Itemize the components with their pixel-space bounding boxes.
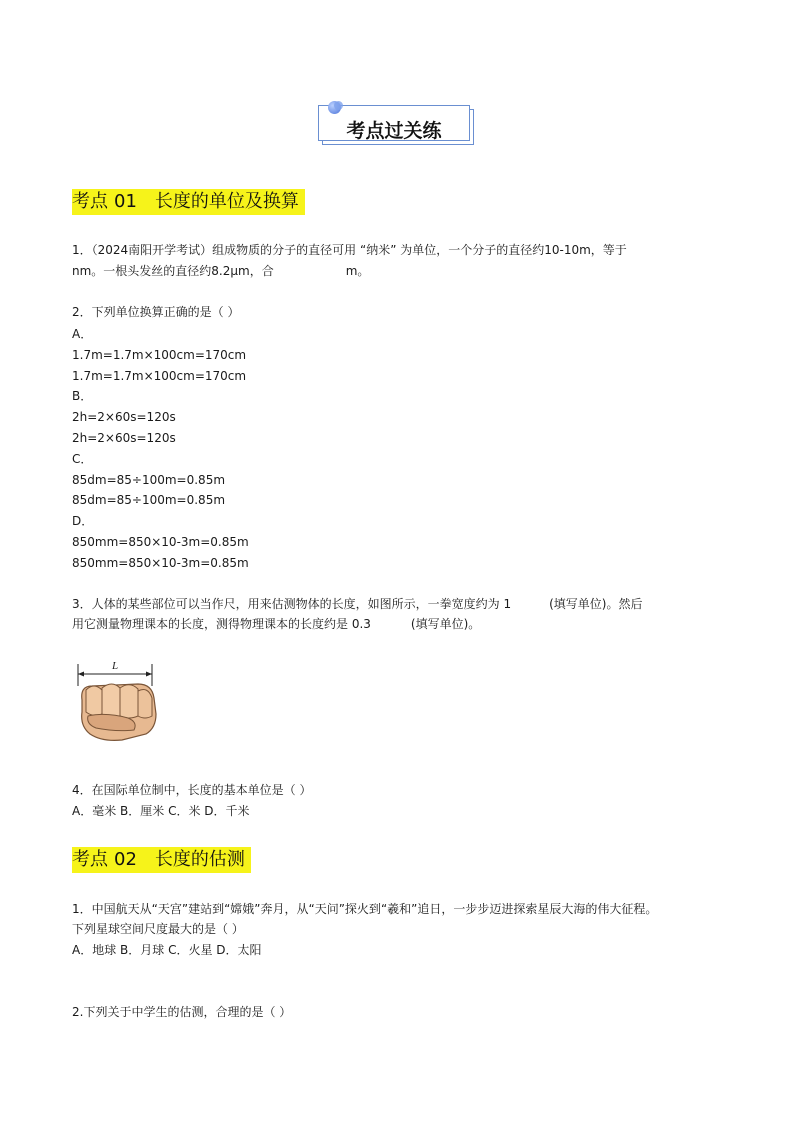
option-line: D．	[72, 514, 94, 528]
section-heading-01	[72, 189, 305, 215]
s2-question-1-line-2: 下列星球空间尺度最大的是（ ）	[72, 922, 244, 936]
banner-title: 考点过关练	[346, 120, 442, 142]
option-line: 2h=2×60s=120s	[72, 410, 176, 424]
finger-2-icon	[102, 684, 120, 718]
dimension-label: L	[111, 660, 119, 672]
section-number: 01	[114, 191, 137, 212]
section-label: 考点	[72, 849, 108, 870]
question-1-line-2	[72, 264, 369, 278]
question-1-line-1: 1．（2024南阳开学考试）组成物质的分子的直径可用 “纳米” 为单位，一个分子的直径约10-10m，等于	[72, 243, 627, 257]
question-1-text-a: nm。一根头发丝的直径约8.2μm，合	[72, 264, 274, 278]
question-4-stem: 4．在国际单位制中，长度的基本单位是（ ）	[72, 783, 312, 797]
section-heading-02	[72, 847, 251, 873]
s2-question-2-stem: 2.下列关于中学生的估测，合理的是（ ）	[72, 1005, 292, 1019]
arrow-left-icon	[78, 672, 84, 677]
question-3-line-2	[72, 617, 480, 631]
finger-1-icon	[86, 686, 102, 716]
option-line: 1.7m=1.7m×100cm=170cm	[72, 348, 247, 362]
section-number: 02	[114, 849, 137, 870]
option-line: 2h=2×60s=120s	[72, 431, 176, 445]
option-line: 850mm=850×10-3m=0.85m	[72, 535, 249, 549]
question-4-options: A．毫米 B．厘米 C．米 D．千米	[72, 804, 250, 818]
option-line: 850mm=850×10-3m=0.85m	[72, 556, 249, 570]
option-line: 85dm=85÷100m=0.85m	[72, 473, 226, 487]
option-line: B．	[72, 389, 93, 403]
page-banner	[318, 103, 476, 147]
option-line: 1.7m=1.7m×100cm=170cm	[72, 369, 247, 383]
section-title: 长度的估测	[154, 849, 245, 870]
question-3-text-d: (填写单位)。	[410, 617, 481, 631]
section-label: 考点	[72, 191, 108, 212]
option-line: C．	[72, 452, 93, 466]
s2-question-1-options: A．地球 B．月球 C．火星 D．太阳	[72, 943, 262, 957]
question-2-stem: 2．下列单位换算正确的是（ ）	[72, 305, 240, 319]
option-line: A．	[72, 327, 93, 341]
arrow-right-icon	[146, 672, 152, 677]
question-3-text-a: 3．人体的某些部位可以当作尺，用来估测物体的长度，如图所示，一拳宽度约为 1	[72, 597, 512, 611]
question-1-text-b: m。	[345, 264, 370, 278]
finger-4-icon	[138, 690, 152, 718]
question-3-text-c: 用它测量物理课本的长度，测得物理课本的长度约是 0.3	[72, 617, 371, 631]
banner-box	[318, 105, 470, 141]
question-3-line-1	[72, 597, 642, 611]
section-title: 长度的单位及换算	[154, 191, 299, 212]
banner-dot-small-icon	[334, 101, 343, 110]
question-3-text-b: (填写单位)。然后	[549, 597, 643, 611]
option-line: 85dm=85÷100m=0.85m	[72, 493, 226, 507]
s2-question-1-line-1: 1．中国航天从“天宫”建站到“嫦娥”奔月，从“天问”探火到“羲和”追日，一步步迈进探索星辰大海的伟大征程。	[72, 902, 658, 916]
finger-3-icon	[120, 685, 138, 718]
fist-figure	[72, 656, 162, 746]
